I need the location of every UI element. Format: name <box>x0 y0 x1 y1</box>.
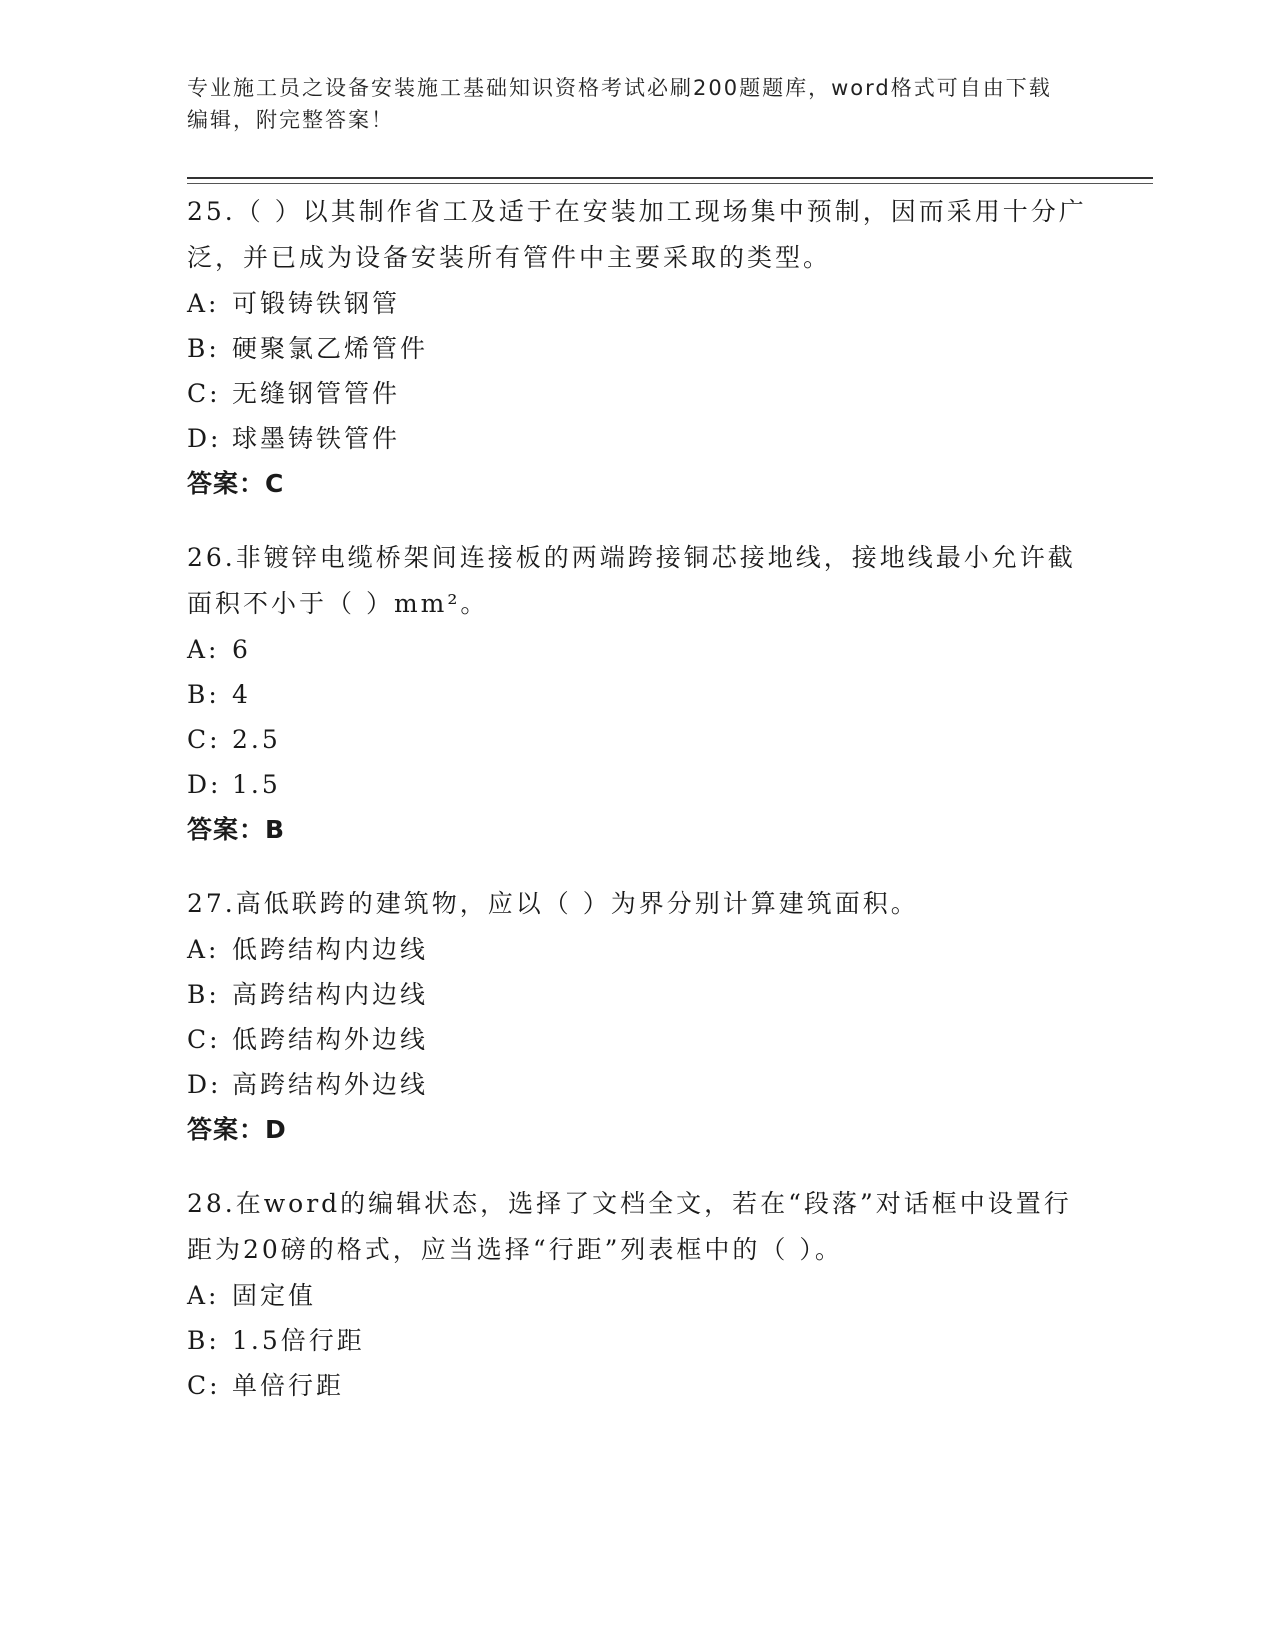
question-27 <box>187 880 1087 1153</box>
option-text: 单倍行距 <box>232 1371 345 1400</box>
option-text: 1.5 <box>232 770 281 799</box>
question-stem <box>187 188 1087 281</box>
option-key: C: <box>187 1371 221 1400</box>
option-text: 4 <box>232 680 251 709</box>
option-key: D: <box>187 424 222 453</box>
option-key: B: <box>187 680 220 709</box>
answer-value: C <box>265 469 285 498</box>
answer-label: 答案： <box>187 469 266 498</box>
question-stem <box>187 534 1087 627</box>
option-key: A: <box>187 1281 220 1310</box>
option-text: 6 <box>232 635 251 664</box>
option-b <box>187 972 1087 1017</box>
header-rule-thin <box>187 183 1153 184</box>
answer-value: D <box>265 1115 287 1144</box>
option-text: 2.5 <box>232 725 281 754</box>
option-c <box>187 371 1087 416</box>
option-text: 低跨结构外边线 <box>232 1025 429 1054</box>
option-text: 高跨结构内边线 <box>232 980 429 1009</box>
option-text: 低跨结构内边线 <box>232 935 429 964</box>
option-key: D: <box>187 770 222 799</box>
question-28 <box>187 1180 1087 1408</box>
question-stem <box>187 880 1087 927</box>
option-text: 固定值 <box>232 1281 317 1310</box>
option-text: 硬聚氯乙烯管件 <box>232 334 429 363</box>
option-text: 无缝钢管管件 <box>232 379 401 408</box>
option-b <box>187 672 1087 717</box>
option-key: A: <box>187 935 220 964</box>
option-b <box>187 326 1087 371</box>
answer-label: 答案： <box>187 815 266 844</box>
option-key: D: <box>187 1070 222 1099</box>
question-text: 在word的编辑状态，选择了文档全文，若在“段落”对话框中设置行距为20磅的格式，应当选择“行距”列表框中的（ ）。 <box>187 1189 1072 1264</box>
question-number: 25. <box>187 197 236 226</box>
answer-line <box>187 807 1087 853</box>
question-list <box>187 188 1087 1435</box>
answer-line <box>187 461 1087 507</box>
option-key: B: <box>187 1326 220 1355</box>
option-key: C: <box>187 1025 221 1054</box>
question-number: 28. <box>187 1189 236 1218</box>
option-c <box>187 1363 1087 1408</box>
option-key: B: <box>187 980 220 1009</box>
question-25 <box>187 188 1087 507</box>
question-text: 高低联跨的建筑物，应以（ ）为界分别计算建筑面积。 <box>235 889 919 918</box>
question-stem <box>187 1180 1087 1273</box>
option-a <box>187 627 1087 672</box>
option-c <box>187 1017 1087 1062</box>
option-key: C: <box>187 379 221 408</box>
option-text: 球墨铸铁管件 <box>232 424 401 453</box>
option-key: C: <box>187 725 221 754</box>
option-a <box>187 1273 1087 1318</box>
option-d <box>187 1062 1087 1107</box>
header-rule-thick <box>187 177 1153 179</box>
header-title: 专业施工员之设备安装施工基础知识资格考试必刷200题题库，word格式可自由下载编辑，附完整答案！ <box>187 76 1052 132</box>
option-text: 高跨结构外边线 <box>232 1070 429 1099</box>
question-text: 非镀锌电缆桥架间连接板的两端跨接铜芯接地线，接地线最小允许截面积不小于（ ）mm²。 <box>187 543 1076 618</box>
option-c <box>187 717 1087 762</box>
option-text: 可锻铸铁钢管 <box>232 289 401 318</box>
question-number: 26. <box>187 543 236 572</box>
answer-label: 答案： <box>187 1115 266 1144</box>
option-key: B: <box>187 334 220 363</box>
question-text: （ ）以其制作省工及适于在安装加工现场集中预制，因而采用十分广泛，并已成为设备安装所有管件中主要采取的类型。 <box>187 197 1087 272</box>
option-b <box>187 1318 1087 1363</box>
question-26 <box>187 534 1087 853</box>
document-header <box>187 72 1067 136</box>
option-a <box>187 281 1087 326</box>
answer-line <box>187 1107 1087 1153</box>
option-text: 1.5倍行距 <box>232 1326 365 1355</box>
question-number: 27. <box>187 889 236 918</box>
option-key: A: <box>187 635 220 664</box>
option-d <box>187 416 1087 461</box>
answer-value: B <box>265 815 286 844</box>
option-key: A: <box>187 289 220 318</box>
option-a <box>187 927 1087 972</box>
option-d <box>187 762 1087 807</box>
